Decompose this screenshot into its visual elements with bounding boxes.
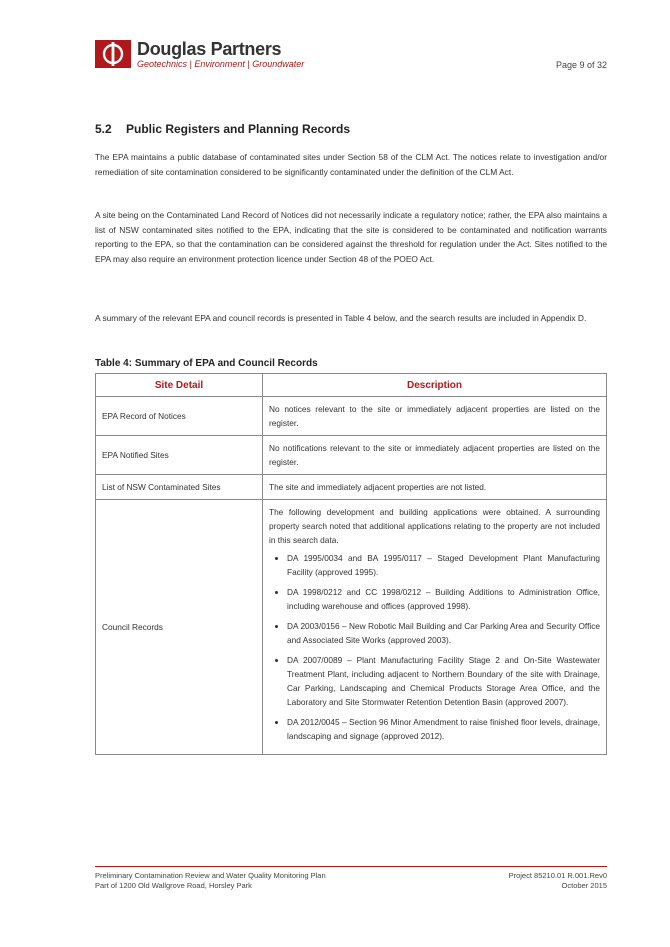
column-header-description: Description	[263, 374, 607, 397]
description-cell: No notices relevant to the site or immediately adjacent properties are listed on the register.	[263, 397, 607, 436]
body-paragraph: A site being on the Contaminated Land Record of Notices did not necessarily indicate a regulatory notice; rather, the EPA also maintains a list of NSW contaminated sites notified to the EPA, indicating that the site is considered to be contaminated and notification warrants reporting to the EPA, so that the contamination can be considered against the threshold for regulation under the Act. Sites notified to the EPA may also require an environment protection licence under Section 48 of the POEO Act.	[95, 210, 607, 264]
table-row	[96, 436, 607, 475]
company-logo	[95, 40, 304, 70]
table-row	[96, 500, 607, 755]
footer-date: October 2015	[561, 881, 607, 890]
footer-project-number: Project 85210.01 R.001.Rev0	[508, 871, 607, 880]
list-item: • DA 1995/0034 and BA 1995/0117 – Staged Development Plant Manufacturing Facility (approved 1995).	[287, 551, 600, 579]
description-cell: No notifications relevant to the site or immediately adjacent properties are listed on the register.	[263, 436, 607, 475]
footer-report-name: Preliminary Contamination Review and Water Quality Monitoring Plan	[95, 871, 326, 880]
body-paragraph: A summary of the relevant EPA and council records is presented in Table 4 below, and the search results are included in Appendix D.	[95, 313, 587, 323]
section-heading	[95, 122, 350, 136]
douglas-partners-logo-icon	[95, 40, 131, 68]
company-tagline: Geotechnics | Environment | Groundwater	[137, 59, 305, 69]
application-list	[269, 551, 600, 743]
council-records-intro: The following development and building applications were obtained. A surrounding property search noted that additional applications relating to the property are not included in this search data.	[269, 507, 600, 545]
list-item: • DA 2003/0156 – New Robotic Mail Building and Car Parking Area and Security Office and Associated Site Works (approved 2003).	[287, 619, 600, 647]
site-detail-cell: EPA Notified Sites	[96, 436, 263, 475]
table-row	[96, 475, 607, 500]
footer-site-address: Part of 1200 Old Wallgrove Road, Horsley Park	[95, 881, 252, 890]
description-cell: The site and immediately adjacent properties are not listed.	[263, 475, 607, 500]
list-item: • DA 1998/0212 and CC 1998/0212 – Building Additions to Administration Office, including warehouse and offices (approved 1998).	[287, 585, 600, 613]
table-header-row	[96, 374, 607, 397]
company-name: Douglas Partners	[137, 39, 282, 59]
site-detail-cell: List of NSW Contaminated Sites	[96, 475, 263, 500]
description-cell	[263, 500, 607, 755]
footer-divider	[95, 866, 607, 867]
section-title: Public Registers and Planning Records	[126, 122, 351, 136]
site-detail-cell: EPA Record of Notices	[96, 397, 263, 436]
list-item: • DA 2007/0089 – Plant Manufacturing Facility Stage 2 and On-Site Wastewater Treatment Plant, including adjacent to Northern Boundary of the site with Drainage, Car Parking, Landscaping and Chemical Products Storage Area Office, and the Laboratory and Site Stormwater Retention Detention Basin (approved 2007).	[287, 653, 600, 709]
column-header-site-detail: Site Detail	[96, 374, 263, 397]
page-number: Page 9 of 32	[556, 60, 608, 70]
site-detail-cell: Council Records	[96, 500, 263, 755]
body-paragraph: The EPA maintains a public database of contaminated sites under Section 58 of the CLM Act. The notices relate to investigation and/or remediation of site contamination considered to be significantly contaminated under the definition of the CLM Act.	[95, 152, 607, 177]
table-caption: Table 4: Summary of EPA and Council Records	[95, 358, 318, 369]
records-table	[95, 373, 607, 755]
footer-project-info	[480, 871, 607, 891]
table-row	[96, 397, 607, 436]
footer-report-title	[95, 871, 326, 891]
section-number: 5.2	[95, 122, 112, 136]
list-item: • DA 2012/0045 – Section 96 Minor Amendment to raise finished floor levels, drainage, landscaping and signage (approved 2012).	[287, 715, 600, 743]
